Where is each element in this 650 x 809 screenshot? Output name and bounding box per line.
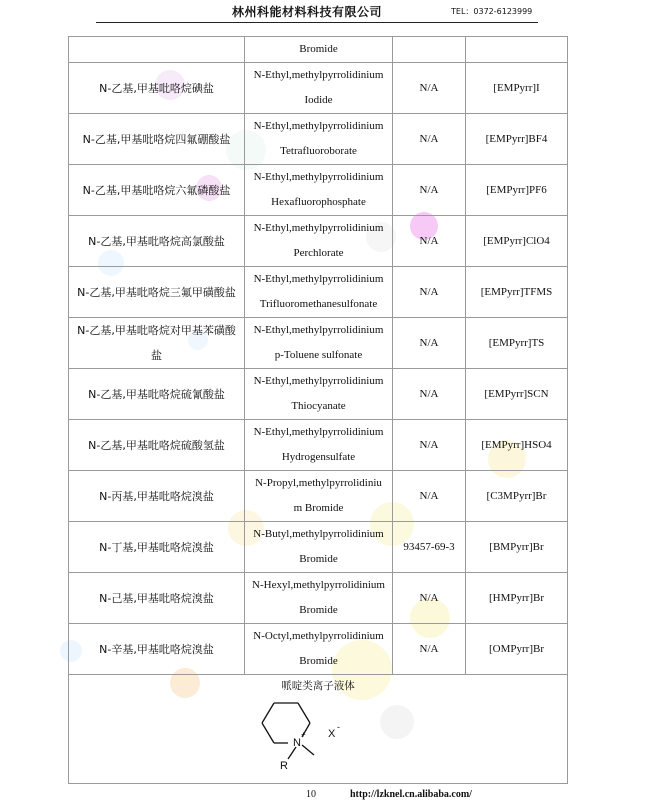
english-name-line: Bromide [299,43,338,55]
chinese-name-cell: N-乙基,甲基吡咯烷硫酸氢盐 [69,420,245,471]
ionic-liquid-table [68,36,568,784]
abbreviation-cell [466,37,568,63]
english-name-cell [245,624,393,675]
cas-cell: N/A [393,624,466,675]
english-name-cell [245,37,393,63]
r-label: R [280,760,288,772]
chinese-name-cell: N-乙基,甲基吡咯烷碘盐 [69,63,245,114]
english-name-line: N-Ethyl,methylpyrrolidinium [253,222,384,234]
chinese-name-cell: N-丁基,甲基吡咯烷溴盐 [69,522,245,573]
anion-label: X [328,728,336,740]
english-name-cell [245,573,393,624]
table-row [69,63,568,114]
table-row [69,624,568,675]
table-row [69,471,568,522]
table-row [69,522,568,573]
english-name-cell [245,318,393,369]
piperidinium-structure [258,697,378,773]
abbreviation-cell: [EMPyrr]ClO4 [466,216,568,267]
english-name-line: N-Ethyl,methylpyrrolidinium [253,69,384,81]
page-number: 10 [306,789,316,800]
chinese-name-cell: N-乙基,甲基吡咯烷对甲基苯磺酸盐 [69,318,245,369]
footer-url[interactable]: http://lzknel.cn.alibaba.com/ [350,789,472,800]
section-title: 哌啶类离子液体 [281,680,355,692]
cas-cell: N/A [393,63,466,114]
english-name-cell [245,63,393,114]
cas-cell: N/A [393,165,466,216]
abbreviation-cell: [C3MPyrr]Br [466,471,568,522]
abbreviation-cell: [HMPyrr]Br [466,573,568,624]
cas-cell: N/A [393,318,466,369]
page-header [96,2,538,23]
english-name-line: N-Hexyl,methylpyrrolidinium [252,579,385,591]
company-name: 林州科能材料科技有限公司 [232,5,383,19]
abbreviation-cell: [OMPyrr]Br [466,624,568,675]
table-row [69,420,568,471]
cas-cell: N/A [393,573,466,624]
charge-minus: - [337,722,340,732]
english-name-line: Tetrafluoroborate [280,145,357,157]
abbreviation-cell: [EMPyrr]TS [466,318,568,369]
table-row [69,318,568,369]
abbreviation-cell: [EMPyrr]SCN [466,369,568,420]
cas-cell: N/A [393,420,466,471]
section-row [69,675,568,784]
table-row [69,369,568,420]
abbreviation-cell: [EMPyrr]BF4 [466,114,568,165]
english-name-line: Bromide [299,655,338,667]
chinese-name-cell: N-乙基,甲基吡咯烷六氟磷酸盐 [69,165,245,216]
telephone: TEL：0372-6123999 [451,7,533,16]
chinese-name-cell: N-乙基,甲基吡咯烷高氯酸盐 [69,216,245,267]
abbreviation-cell: [BMPyrr]Br [466,522,568,573]
english-name-line: N-Ethyl,methylpyrrolidinium [253,171,384,183]
english-name-cell [245,165,393,216]
english-name-line: p-Toluene sulfonate [274,349,363,361]
english-name-cell [245,216,393,267]
chinese-name-cell: N-乙基,甲基吡咯烷四氟硼酸盐 [69,114,245,165]
cas-cell: N/A [393,471,466,522]
nitrogen-label: N [293,737,301,749]
english-name-line: Perchlorate [293,247,344,259]
table-row [69,216,568,267]
english-name-line: Thiocyanate [291,400,346,412]
methyl-bond [302,745,314,755]
english-name-line: N-Ethyl,methylpyrrolidinium [253,426,384,438]
english-name-cell [245,471,393,522]
cas-cell: N/A [393,216,466,267]
english-name-line: N-Ethyl,methylpyrrolidinium [253,375,384,387]
english-name-line: Hexafluorophosphate [271,196,366,208]
english-name-cell [245,420,393,471]
abbreviation-cell: [EMPyrr]PF6 [466,165,568,216]
english-name-line: N-Ethyl,methylpyrrolidinium [253,324,384,336]
cas-cell: N/A [393,114,466,165]
abbreviation-cell: [EMPyrr]HSO4 [466,420,568,471]
chinese-name-cell: N-乙基,甲基吡咯烷三氟甲磺酸盐 [69,267,245,318]
english-name-cell [245,522,393,573]
table-row [69,573,568,624]
english-name-line: N-Butyl,methylpyrrolidinium [253,528,384,540]
abbreviation-cell: [EMPyrr]TFMS [466,267,568,318]
english-name-line: N-Propyl,methylpyrrolidiniu [255,477,382,489]
english-name-cell [245,267,393,318]
chinese-name-cell: N-辛基,甲基吡咯烷溴盐 [69,624,245,675]
english-name-line: Iodide [304,94,333,106]
abbreviation-cell: [EMPyrr]I [466,63,568,114]
piperidine-section [69,675,568,784]
english-name-line: Bromide [299,604,338,616]
cas-cell: N/A [393,369,466,420]
english-name-cell [245,114,393,165]
cas-cell: N/A [393,267,466,318]
english-name-line: Trifluoromethanesulfonate [259,298,378,310]
chinese-name-cell: N-己基,甲基吡咯烷溴盐 [69,573,245,624]
charge-plus: + [301,730,306,739]
english-name-line: N-Ethyl,methylpyrrolidinium [253,273,384,285]
english-name-line: Bromide [299,553,338,565]
cas-cell [393,37,466,63]
english-name-line: Hydrogensulfate [281,451,356,463]
english-name-line: m Bromide [293,502,344,514]
cas-cell: 93457-69-3 [393,522,466,573]
english-name-line: N-Octyl,methylpyrrolidinium [253,630,384,642]
table-row [69,114,568,165]
table-row [69,165,568,216]
table-row [69,267,568,318]
table-row [69,37,568,63]
chinese-name-cell: N-丙基,甲基吡咯烷溴盐 [69,471,245,522]
english-name-line: N-Ethyl,methylpyrrolidinium [253,120,384,132]
english-name-cell [245,369,393,420]
chinese-name-cell: N-乙基,甲基吡咯烷硫氰酸盐 [69,369,245,420]
chinese-name-cell [69,37,245,63]
